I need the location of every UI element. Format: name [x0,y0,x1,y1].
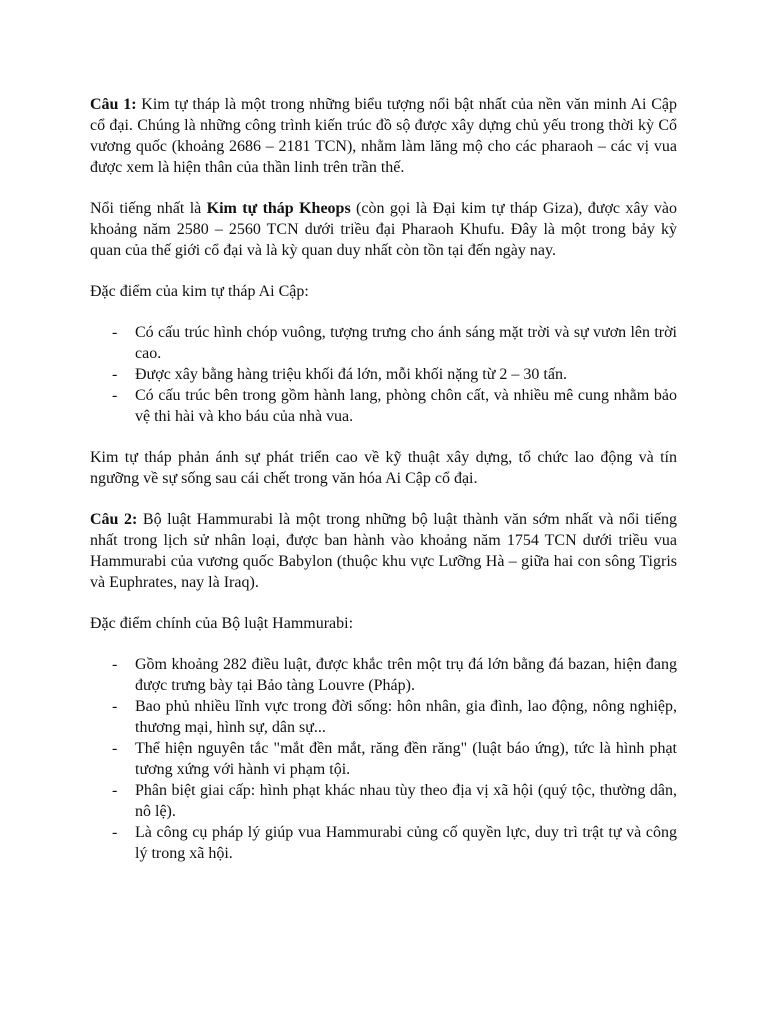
list-item [90,654,677,696]
list-item-text: Phân biệt giai cấp: hình phạt khác nhau tùy theo địa vị xã hội (quý tộc, thường dân, nô lệ). [135,782,677,820]
bullet-dash: - [112,324,118,341]
hammurabi-features-list [90,654,677,864]
paragraph-pyramid-summary: Kim tự tháp phản ánh sự phát triển cao về kỹ thuật xây dựng, tổ chức lao động và tín ngưỡng về sự sống sau cái chết trong văn hóa Ai Cập cổ đại. [90,449,677,487]
paragraph-q2 [90,509,677,593]
bullet-dash: - [112,366,118,383]
list-item [90,738,677,780]
bullet-dash: - [112,740,118,757]
list-item-text: Thể hiện nguyên tắc "mắt đền mắt, răng đền răng" (luật báo ứng), tức là hình phạt tương xứng với hành vi phạm tội. [135,740,677,778]
document-page [90,94,677,884]
list-item [90,385,677,427]
hammurabi-features-heading: Đặc điểm chính của Bộ luật Hammurabi: [90,615,354,632]
pyramid-features-list [90,322,677,427]
bullet-dash: - [112,656,118,673]
bullet-dash: - [112,387,118,404]
list-item [90,696,677,738]
bullet-dash: - [112,782,118,799]
bullet-dash: - [112,698,118,715]
bullet-dash: - [112,824,118,841]
list-item-text: Bao phủ nhiều lĩnh vực trong đời sống: hôn nhân, gia đình, lao động, nông nghiệp, thương mại, hình sự, dân sự... [135,698,677,736]
list-item-text: Gồm khoảng 282 điều luật, được khắc trên một trụ đá lớn bằng đá bazan, hiện đang được trưng bày tại Bảo tàng Louvre (Pháp). [135,656,677,694]
paragraph-kheops [90,198,677,261]
list-item [90,780,677,822]
question-1-label: Câu 1: [90,96,137,113]
kheops-name: Kim tự tháp Kheops [206,200,351,217]
kheops-details: (còn gọi là Đại kim tự tháp Giza), được xây vào khoảng năm 2580 – 2560 TCN dưới triều đại Pharaoh Khufu. Đây là một trong bảy kỳ quan của thế giới cổ đại và là kỳ quan duy nhất còn tồn tại đến ngày nay. [90,200,678,259]
question-2-label: Câu 2: [90,511,138,528]
question-1-text: Kim tự tháp là một trong những biểu tượng nổi bật nhất của nền văn minh Ai Cập cổ đại. Chúng là những công trình kiến trúc đồ sộ được xây dựng chủ yếu trong thời kỳ Cổ vương quốc (khoảng 2686 – 2181 TCN), nhằm làm lăng mộ cho các pharaoh – các vị vua được xem là hiện thân của thần linh trên trần thế. [90,96,678,176]
list-item-text: Được xây bằng hàng triệu khối đá lớn, mỗi khối nặng từ 2 – 30 tấn. [135,366,567,383]
pyramid-features-heading: Đặc điểm của kim tự tháp Ai Cập: [90,283,309,300]
list-item [90,822,677,864]
list-item-text: Là công cụ pháp lý giúp vua Hammurabi củng cố quyền lực, duy trì trật tự và công lý trong xã hội. [135,824,677,862]
paragraph-q1 [90,94,677,178]
list-item-text: Có cấu trúc bên trong gồm hành lang, phòng chôn cất, và nhiều mê cung nhằm bảo vệ thi hài và kho báu của nhà vua. [135,387,677,425]
kheops-intro: Nổi tiếng nhất là [90,200,207,217]
list-item [90,364,677,385]
list-item-text: Có cấu trúc hình chóp vuông, tượng trưng cho ánh sáng mặt trời và sự vươn lên trời cao. [135,324,677,362]
list-item [90,322,677,364]
question-2-text: Bộ luật Hammurabi là một trong những bộ luật thành văn sớm nhất và nổi tiếng nhất trong lịch sử nhân loại, được ban hành vào khoảng năm 1754 TCN dưới triều vua Hammurabi của vương quốc Babylon (thuộc khu vực Lưỡng Hà – giữa hai con sông Tigris và Euphrates, nay là Iraq). [90,511,678,591]
